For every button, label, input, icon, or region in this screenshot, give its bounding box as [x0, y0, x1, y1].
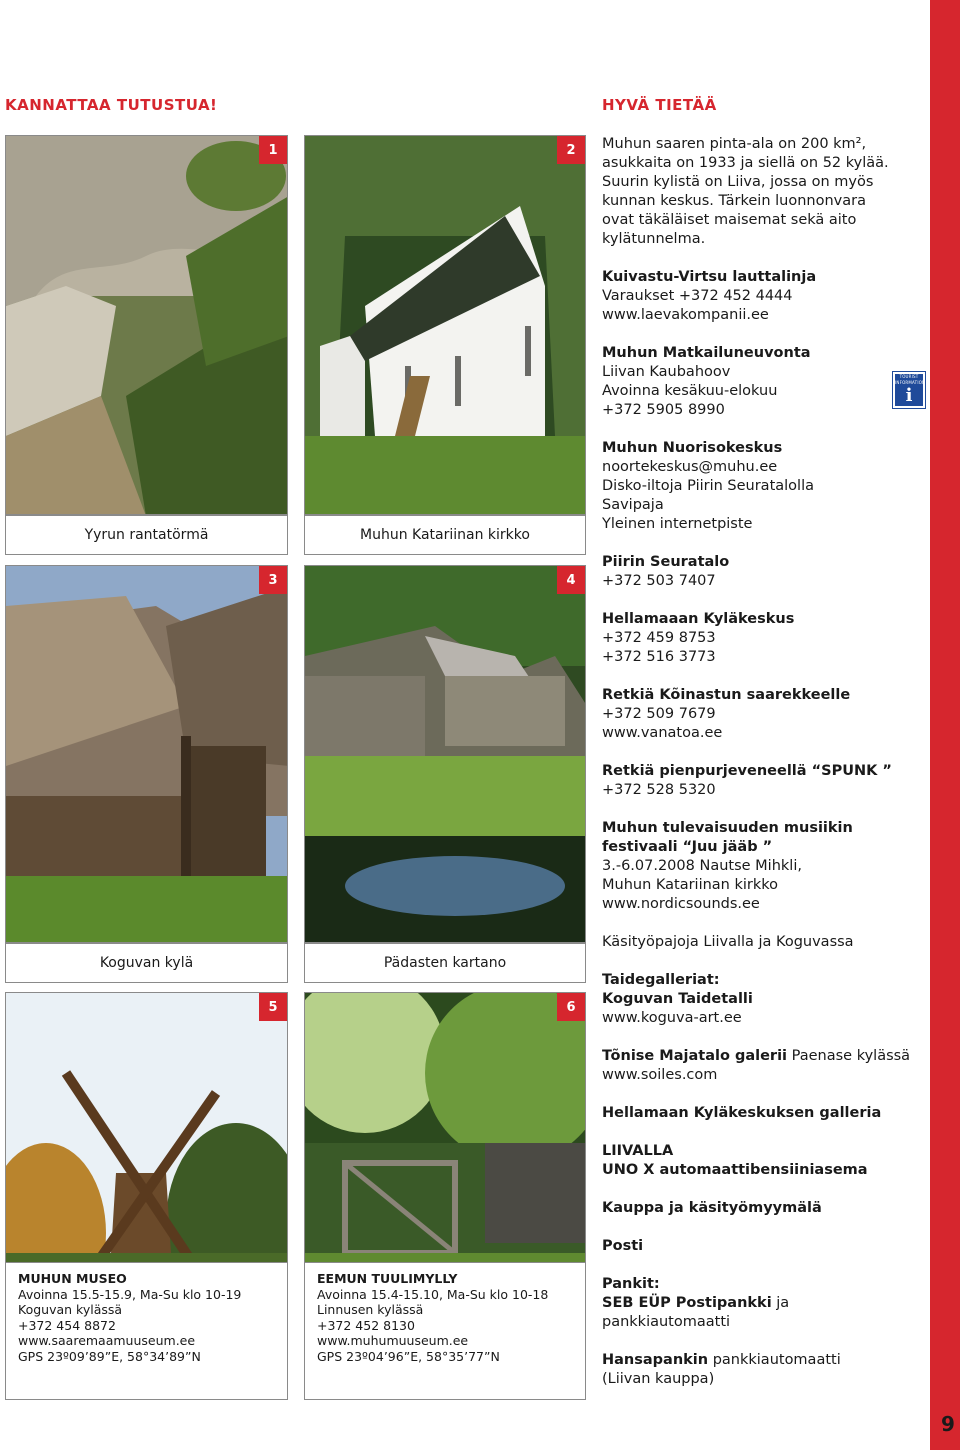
tourism-info: Muhun Matkailuneuvonta Liivan Kaubahoov Avoinna kesäkuu-elokuu +372 5905 8990: [602, 345, 811, 418]
galleries-info: Taidegalleriat: Koguvan Taidetalli www.koguva-art.ee: [602, 971, 922, 1028]
windmill-location: Linnusen kylässä: [317, 1302, 424, 1317]
right-heading: HYVÄ TIETÄÄ: [602, 96, 717, 114]
festival-website[interactable]: www.nordicsounds.ee: [602, 896, 760, 912]
photo-badge-2: 2: [557, 136, 585, 164]
museum-location: Koguvan kylässä: [18, 1302, 123, 1317]
crafts-info: Käsityöpajoja Liivalla ja Koguvassa: [602, 934, 854, 950]
piiri-info: Piirin Seuratalo +372 503 7407: [602, 554, 730, 589]
photo-yyru-cliff: [5, 135, 288, 515]
photo-badge-3: 3: [259, 566, 287, 594]
museum-info-box: [5, 1262, 288, 1400]
youth-center-info: Muhun Nuorisokeskus noortekeskus@muhu.ee Disko-iltoja Piirin Seuratalolla Savipaja Yleinen internetpiste: [602, 439, 922, 534]
intro-text: Muhun saaren pinta-ala on 200 km², asukkaita on 1933 ja siellä on 52 kylää. Suurin kylistä on Liiva, jossa on myös kunnan keskus. Tärkein luonnonvara ovat täkäläiset maisemat sekä aito kylätunnelma.: [602, 136, 889, 247]
liiva-info: LIIVALLA UNO X automaattibensiiniasema: [602, 1143, 868, 1178]
photo-badge-5: 5: [259, 993, 287, 1021]
hansa-info: Hansapankin pankkiautomaatti (Liivan kauppa): [602, 1352, 841, 1387]
caption-katariina: Muhun Katariinan kirkko: [304, 515, 586, 555]
koguva-art-website[interactable]: www.koguva-art.ee: [602, 1010, 742, 1026]
museum-website[interactable]: www.saaremaamuuseum.ee: [18, 1333, 196, 1348]
koinastu-info: Retkiä Kõinastun saarekkeelle +372 509 7679 www.vanatoa.ee: [602, 686, 922, 743]
windmill-hours: Avoinna 15.4-15.10, Ma-Su klo 10-18: [317, 1286, 549, 1302]
red-edge-bar: [930, 0, 960, 1450]
windmill-phone: +372 452 8130: [317, 1317, 415, 1333]
hellamaa-info: Hellamaaan Kyläkeskus +372 459 8753 +372 516 3773: [602, 611, 795, 665]
museum-gps: GPS 23º09’89”E, 58°34’89”N: [18, 1348, 201, 1364]
soiles-website[interactable]: www.soiles.com: [602, 1067, 718, 1083]
hellamaa-gallery-info: Hellamaan Kyläkeskuksen galleria: [602, 1105, 882, 1121]
caption-yyru: Yyrun rantatörmä: [5, 515, 288, 555]
post-info: Posti: [602, 1238, 644, 1254]
festival-info: Muhun tulevaisuuden musiikin festivaali “Juu jääb ” 3.-6.07.2008 Nautse Mihkli, Muhun Katariinan kirkko www.nordicsounds.ee: [602, 819, 922, 914]
windmill-website[interactable]: www.muhumuuseum.ee: [317, 1333, 469, 1348]
photo-katariina-church: [304, 135, 586, 515]
windmill-title: EEMUN TUULIMYLLY: [317, 1271, 458, 1286]
windmill-gps: GPS 23º04’96”E, 58°35’77”N: [317, 1348, 500, 1364]
windmill-info-box: [304, 1262, 586, 1400]
photo-badge-1: 1: [259, 136, 287, 164]
banks-info: Pankit: SEB EÜP Postipankki ja pankkiautomaatti: [602, 1276, 790, 1330]
photo-badge-6: 6: [557, 993, 585, 1021]
photo-koguva-village: [5, 565, 288, 943]
page-number: 9: [941, 1412, 955, 1436]
photo-padaste-manor: [304, 565, 586, 943]
ferry-info: Kuivastu-Virtsu lauttalinja Varaukset +372 452 4444 www.laevakompanii.ee: [602, 268, 922, 325]
spunk-info: Retkiä pienpurjeveneellä “SPUNK ” +372 528 5320: [602, 763, 892, 798]
photo-badge-4: 4: [557, 566, 585, 594]
ferry-website[interactable]: www.laevakompanii.ee: [602, 307, 769, 323]
caption-koguva: Koguvan kylä: [5, 943, 288, 983]
tonise-info: Tõnise Majatalo galerii Paenase kylässä www.soiles.com: [602, 1047, 922, 1085]
right-column: [602, 135, 922, 1408]
left-heading: KANNATTAA TUTUSTUA!: [5, 96, 218, 114]
museum-phone: +372 454 8872: [18, 1317, 116, 1333]
shop-info: Kauppa ja käsityömyymälä: [602, 1200, 822, 1216]
koinastu-website[interactable]: www.vanatoa.ee: [602, 725, 723, 741]
youth-email[interactable]: noortekeskus@muhu.ee: [602, 459, 778, 475]
museum-title: MUHUN MUSEO: [18, 1271, 127, 1286]
tourist-information-icon: TOURIST INFORMATION i: [895, 374, 926, 406]
caption-padaste: Pädasten kartano: [304, 943, 586, 983]
museum-hours: Avoinna 15.5-15.9, Ma-Su klo 10-19: [18, 1286, 242, 1302]
